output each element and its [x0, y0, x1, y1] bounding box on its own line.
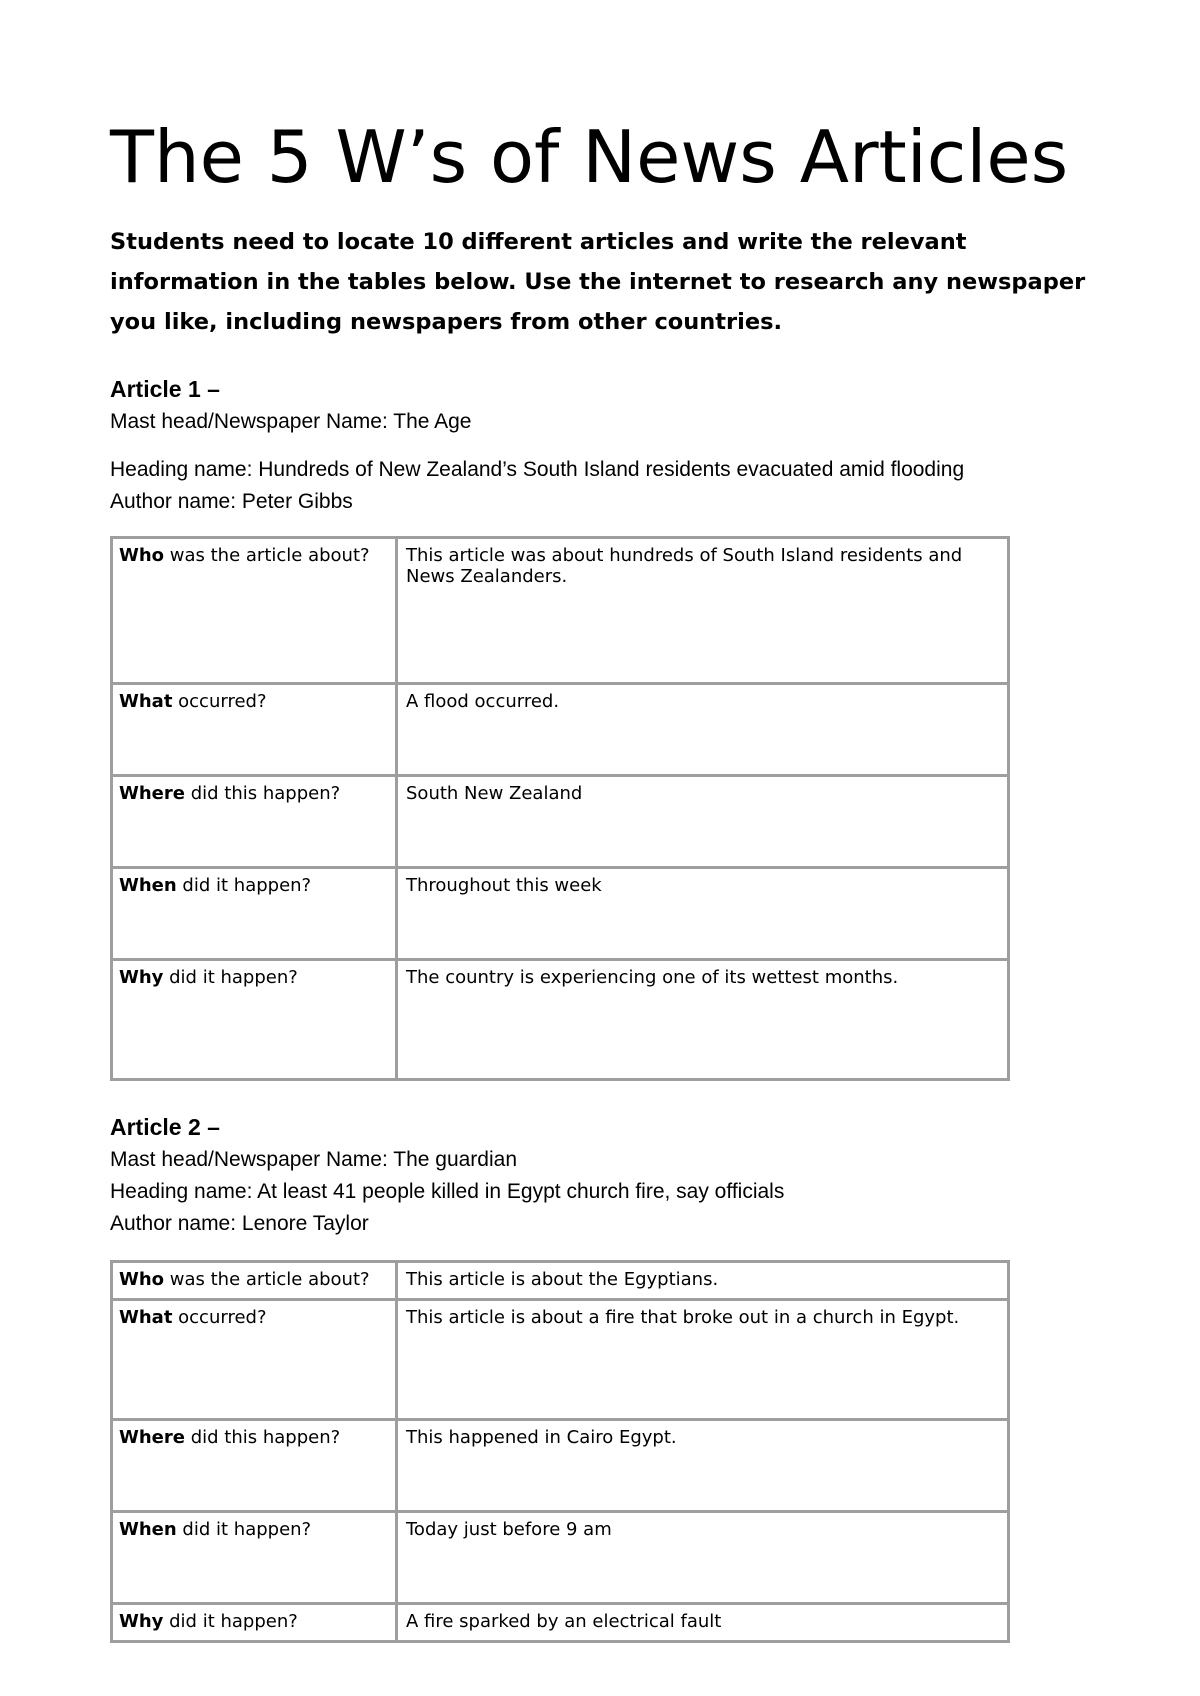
answer-cell[interactable]: This article is about the Egyptians. — [397, 1262, 1009, 1300]
table-row — [112, 538, 1009, 684]
question-text: was the article about? — [164, 1269, 370, 1290]
answer-cell[interactable]: This happened in Cairo Egypt. — [397, 1420, 1009, 1512]
question-cell — [112, 684, 397, 776]
question-cell — [112, 868, 397, 960]
table-row — [112, 1262, 1009, 1300]
article-2-title: Article 2 – — [110, 1114, 220, 1140]
question-cell — [112, 960, 397, 1080]
table-row — [112, 1300, 1009, 1420]
table-row — [112, 960, 1009, 1080]
question-text: did this happen? — [184, 1427, 341, 1448]
question-text: did it happen? — [176, 875, 312, 896]
question-text: did it happen? — [163, 1611, 298, 1632]
answer-cell[interactable]: The country is experiencing one of its wettest months. — [397, 960, 1009, 1080]
article-1-author: Author name: Peter Gibbs — [110, 490, 353, 513]
instructions: Students need to locate 10 different articles and write the relevant information in the tables below. Use the internet to research any newspaper you like, including newspapers from other countries. — [110, 229, 1086, 335]
question-keyword: Who — [119, 1269, 165, 1290]
question-text: occurred? — [172, 1307, 267, 1328]
question-cell — [112, 1420, 397, 1512]
table-row — [112, 868, 1009, 960]
question-text: did it happen? — [163, 967, 298, 988]
question-keyword: When — [119, 875, 177, 896]
question-keyword: What — [119, 1307, 173, 1328]
question-keyword: Why — [119, 967, 164, 988]
article-2-table — [110, 1260, 1010, 1643]
answer-cell[interactable]: This article is about a fire that broke out in a church in Egypt. — [397, 1300, 1009, 1420]
question-text: occurred? — [172, 691, 267, 712]
answer-cell[interactable]: Today just before 9 am — [397, 1512, 1009, 1604]
article-1-header — [110, 372, 964, 518]
article-1-heading: Heading name: Hundreds of New Zealand’s South Island residents evacuated amid flooding — [110, 458, 965, 481]
question-keyword: Where — [119, 1427, 185, 1448]
question-keyword: Why — [119, 1611, 164, 1632]
question-text: did this happen? — [184, 783, 341, 804]
article-1-masthead: Mast head/Newspaper Name: The Age — [110, 410, 472, 433]
question-keyword: When — [119, 1519, 177, 1540]
question-cell — [112, 1300, 397, 1420]
page-title: The 5 W’s of News Articles — [110, 115, 1069, 199]
question-keyword: Who — [119, 545, 165, 566]
table-row — [112, 1512, 1009, 1604]
table-row — [112, 776, 1009, 868]
answer-cell[interactable]: South New Zealand — [397, 776, 1009, 868]
question-text: was the article about? — [164, 545, 370, 566]
question-cell — [112, 1262, 397, 1300]
question-text: did it happen? — [176, 1519, 312, 1540]
answer-cell[interactable]: This article was about hundreds of South Island residents and News Zealanders. — [397, 538, 1009, 684]
article-2-heading: Heading name: At least 41 people killed in Egypt church fire, say officials — [110, 1180, 785, 1203]
question-keyword: Where — [119, 783, 185, 804]
article-1-title: Article 1 – — [110, 376, 220, 402]
question-keyword: What — [119, 691, 173, 712]
table-row — [112, 1420, 1009, 1512]
answer-cell[interactable]: Throughout this week — [397, 868, 1009, 960]
article-1-table — [110, 536, 1010, 1081]
question-cell — [112, 1512, 397, 1604]
question-cell — [112, 776, 397, 868]
table-row — [112, 684, 1009, 776]
table-row — [112, 1604, 1009, 1642]
question-cell — [112, 538, 397, 684]
article-2-masthead: Mast head/Newspaper Name: The guardian — [110, 1148, 518, 1171]
answer-cell[interactable]: A flood occurred. — [397, 684, 1009, 776]
article-2-author: Author name: Lenore Taylor — [110, 1212, 369, 1235]
answer-cell[interactable]: A fire sparked by an electrical fault — [397, 1604, 1009, 1642]
article-2-header — [110, 1110, 784, 1240]
question-cell — [112, 1604, 397, 1642]
